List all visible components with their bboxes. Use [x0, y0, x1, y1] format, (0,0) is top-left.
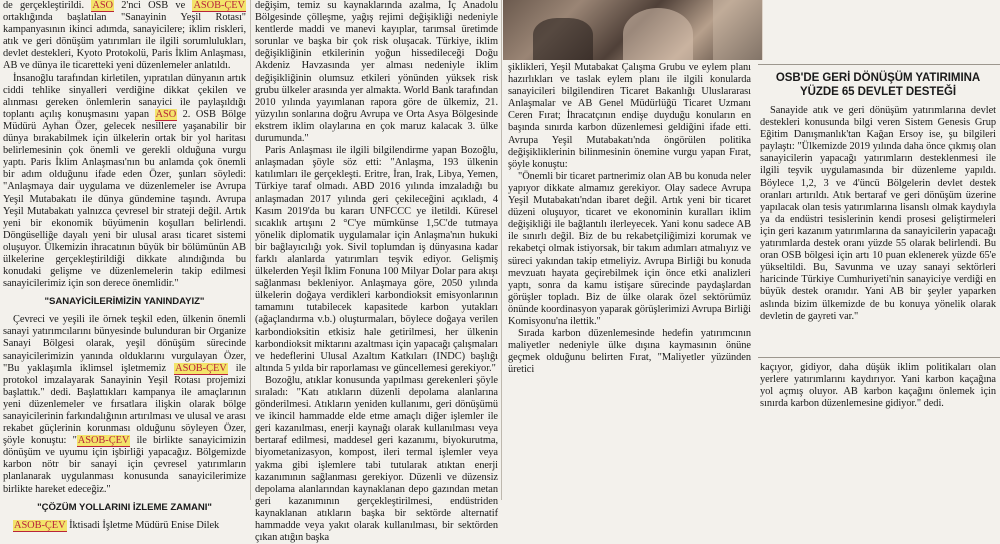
subheading: "ÇÖZÜM YOLLARINI İZLEME ZAMANI" [37, 501, 212, 513]
paragraph: değişim, temiz su kaynaklarında azalma, İç Anadolu Bölgesinde çölleşme, yağış rejimi değişikliği nedeniyle kentlerde maddi ve manevi kayıplar, tarımsal üretimde sorunlar ve başka bir çok risk oluşacak. Türkiye, iklim değişikliğinin etkilerinin yoğun hissedileceği Doğu Akdeniz Havzasında yer alması nedeniyle iklim değişikliğinin olumsuz etkileri yönünden yüksek risk grubu ülkeler arasında yer almakta. World Bank tarafından 2010 yılında yayımlanan rapora göre de ülkemiz, 21. yüzyılın sonlarına doğru Avrupa ve Orta Asya Bölgesinde ekstrem iklim olaylarına en çok maruz kalacak 3. ülke durumunda." [255, 0, 498, 145]
article-photo [503, 0, 762, 60]
column-divider [250, 0, 251, 500]
column-divider [501, 0, 502, 500]
sidebar-box [760, 66, 996, 354]
paragraph: kaçıyor, gidiyor, daha düşük iklim politikaları olan yerlere yatırımlarını kaydırıyor. Yani karbon kaçağına yol açmış oluyor. AB karbon kaçağını önlemek için sınırda karbon düzenlemesine gidiyor." dedi. [760, 362, 996, 410]
highlight-asob-cev: ASOB-ÇEV [77, 435, 130, 447]
article-column-4 [760, 362, 996, 500]
paragraph: Paris Anlaşması ile ilgili bilgilendirme yapan Bozoğlu, anlaşmadan şöyle söz etti: "Anlaşma, 193 ülkenin katılımları ile gerçekleşti. Eritre, İran, Irak, Libya, Yemen, Türkiye taraf olmadı. ABD 2016 yılında imzaladığı bu anlaşmadan 2017 yılında geri çekileceğini açıkladı, 4 Kasım 2019'da bu kararı UNFCCC ye iletildi. Küresel sıcaklık artışını 2 °C'ye mümkünse 1,5C'de tutmaya yönelik diplomatik uygulamalar için Anlaşma'nın hukuki bir bağlayıcılığı yok. Sivil toplumdan iş dünyasına kadar farklı alanlarda yatırımları teşvik ediyor. Gelişmiş ülkelerden Yeşil İklim Fonuna 100 Milyar Dolar para akışı sağlanması bekleniyor. Anlaşmaya göre, 2050 yılında ülkelerin doğaya verdikleri karbondioksit emisyonlarının tamamını tutabilecek kapasitede karbon yutakları (ağaçlandırma v.b.) oluşturmaları, böylece doğaya verilen karbondioksitin etkisiz hale getirilmesi, her ülkenin karbondioksit miktarını azaltması için yapacağı çalışmaları ve hedeflerini Ulusal Azaltım Katkıları (INDC) başlığı altında 5 yılda bir raporlaması ve güncellemesi gerekiyor." [255, 145, 498, 374]
paragraph: Bozoğlu, atıklar konusunda yapılması gerekenleri şöyle sıraladı: "Katı atıkların düzenli depolama alanlarına gönderilmesi. Atıkların yeniden kullanımı, geri dönüşümü ve ikincil hammadde elde etme amaçlı diğer işlemler ile geri kazanılması, enerji kaynağı olarak kullanılması veya bertaraf edilmesi, maddesel geri kazanımı, biyokurutma, biyometanizasyon, kompost, ileri termal işlemler veya yakma gibi işlemlere tabi tutularak atıktan enerji kazanımının sağlanması gerekiyor. Düzenli ve düzensiz depolama alanlarından kaynaklanan depo gazından metan geri kazanımının gerçekleştirilmesi, endüstriden kaynaklanan atıkların başka bir sektörde alternatif hammadde veya yakıt olarak kullanılması, bir sektörden çıkan atığın başka [255, 374, 498, 544]
paragraph: Sırada karbon düzenlemesinde hedefin yatırımcının maliyetler nedeniyle ülke dışına kaymasının önüne geçmek olduğunu belirten Fırat, "Maliyetler yüzünden üretici [508, 328, 751, 376]
highlight-asob-cev: ASOB-ÇEV [14, 519, 66, 531]
article-column-1 [3, 0, 246, 531]
highlight-asob-cev: ASOB-ÇEV [193, 0, 245, 11]
paragraph: Sanayide atık ve geri dönüşüm yatırımlarına devlet destekleri konusunda bilgi veren Sistem Genesis Grup Eğitim Danışmanlık'tan Kağan Ersoy ise, şu bilgileri paylaştı: "Ülkemizde 2019 yılında daha önce çıkmış olan sanayicilerin yapacağı yatırımların desteklenmesi ile ilgili teşvik uygulamasında bir düzenleme yapıldı. Böylece 1,2, 3 ve 4'üncü Bölgelerin devlet destek oranları artırıldı. Atık bertaraf ve geri dönüşüm üzerine yapılacak olan tesis yatırımlarına lisanslı olmak kaydıyla ya da endüstri tesislerinin kendi prosesi geliştirmeleri için geri kazanım yatırımlarına da sanayicilerin yapacağı yatırımlarda destek oranı yüzde 55 olarak belirlendi. Bu oran OSB bölgesi için artı 10 puan eklenerek yüzde 65'e yükseltildi. Bu, Savunma ve uzay sanayi sektörleri haricinde Türkiye Cumhuriyeti'nin sanayiciye verdiği en büyük destek oranıdır. Yani AB bir şeyler yaparken aslında bizim ülkemizde de bu konuya yönelik olarak devletin de gayreti var." [760, 105, 996, 322]
paragraph: ASOB-ÇEV İktisadi İşletme Müdürü Enise Dilek [14, 519, 220, 531]
highlight-asob-cev: ASOB-ÇEV [175, 362, 227, 374]
article-column-3 [508, 62, 751, 500]
box-top-rule [758, 64, 1000, 65]
highlight-aso: ASO [92, 0, 113, 11]
highlight-aso: ASO [155, 108, 177, 120]
box-bottom-rule [758, 357, 1000, 358]
box-title: OSB'DE GERİ DÖNÜŞÜM YATIRIMINA YÜZDE 65 DEVLET DESTEĞİ [775, 72, 981, 98]
paragraph: İnsanoğlu tarafından kirletilen, yıpratılan dünyanın artık ciddi tehlike sinyalleri verdiğine dikkat çekilen ve alınması gereken önlemlerin sanayici ile paylaşıldığı toplantı açılış konuşmasını yapan ASO 2. OSB Bölge Müdürü Ayhan Özer, gelecek nesillere yaşanabilir bir dünya bırakabilmek için ülkelerin ortak bir yol haritası belirlemesinin çok önemli ve gerekli olduğuna vurgu yaptı. Paris İklim Anlaşması'nın bu anlamda çok önemli bir adım olduğunu ifade eden Özer, şunları söyledi: "Anlaşmaya dair uygulama ve düzenlemeler ise Avrupa Yeşil Mutabakatı ile dünya gündemine taşındı. Avrupa Yeşil Mutabakatı yalnızca çevresel bir strateji değil. Artık yeni bir ekonomik büyümenin koşulları belirlendi. Döngüselliğe dayalı yeni bir ulusal arası ticaret sistemi oluşuyor. Ülkemizin ihracatının büyük bir bölümünün AB ülkelerine gerçekleştirildiği dikkate alındığında bu konudaki gelişme ve düzenlemelerin takip edilmesi sanayicilerimiz için son derece önemlidir." [3, 72, 246, 290]
article-column-2 [255, 0, 498, 544]
paragraph: Çevreci ve yeşili ile örnek teşkil eden, ülkenin önemli sanayi yatırımcılarını bünyesinde bulunduran bir Organize Sanayi Bölgesi olarak, yeşil dönüşüm sürecinde sanayicilerimizin yanında olduklarını vurgulayan Özer, "Bu yaklaşımla iklimsel işletmemiz ASOB-ÇEV ile protokol imzalayarak Sanayinin Yeşil Rotası projemizi başlattık." dedi. Başlattıkları kampanya ile amaçlarının yeni düzenlemeler ve fırsatlara ilişkin olarak bölge sanayicilerinin farkındalığının artırılması ve ulusal ve arası rekabet güçlerinin korunması olduğunu söyleyen Özer, şöyle konuştu: "ASOB-ÇEV ile birlikte sanayicimizin dönüşüm ve uyumu için işbirliği yapacağız. Bölgemizde karbon nötr bir sanayi için çevresel yatırımların planlanarak uygulanması konusunda sanayicilerimize birlikte hareket edeceğiz." [3, 314, 246, 495]
subheading: "SANAYİCİLERİMİZİN YANINDAYIZ" [44, 296, 205, 308]
paragraph: de gerçekleştirildi. ASO 2'nci OSB ve ASOB-ÇEV ortaklığında başlatılan "Sanayinin Yeşil Rotası" kampanyasının ikinci adımda, sanayicilere; iklim riskleri, atık ve geri dönüşüm yatırımları ile ilgili sorumlulukları, devlet destekleri, Kyoto Protokolü, Paris İklim Anlaşması, AB ve dünya ile ticaretteki yeni düzenlemeler anlatıldı. [3, 0, 246, 72]
paragraph: şiklikleri, Yeşil Mutabakat Çalışma Grubu ve eylem planı hazırlıkları ve taslak eylem planı ile ilgili konularda sanayicileri bilgilendiren Ticaret Bakanlığı Uluslararası Anlaşmalar ve AB Genel Müdürlüğü Ticaret Uzmanı Ceren Fırat; İhracatçının endişe duyduğu konuların en başında sınırda karbon düzenlemesi geldiğini ifade etti. Avrupa Yeşil Mutabakatı'nda öngörülen politika değişikliklerinin bilinmesinin önemine vurgu yapan Fırat, şöyle konuştu: [508, 62, 751, 170]
paragraph: "Önemli bir ticaret partnerimiz olan AB bu konuda neler yapıyor dikkate almamız gerekiyor. Olay sadece Avrupa Yeşil Mutabakatı'ndan ibaret değil. Artık yeni bir ticaret düzeni oluşuyor, ticaret ve ekonominin kuralları iklim değişikliği ile bağlantılı ilerleyecek. Yani konu sadece AB ile sınırlı değil. Biz de bu rekabetçiliğimizi korumak ve rekabetçi olmak istiyorsak, bir takım adımları atmalıyız ve süreci yakından takip etmeliyiz. Avrupa Birliği bu konuda mevzuatı hayata geçirebilmek için önce etki analizleri yaptı, sonra da kamu istişare sürecinde paydaşlardan görüşler topladı. Biz de ülke olarak özel sektörümüz önünde koordinasyon yaparak görüşlerimizi Avrupa Birliği Komisyonu'na ilettik." [508, 170, 751, 327]
